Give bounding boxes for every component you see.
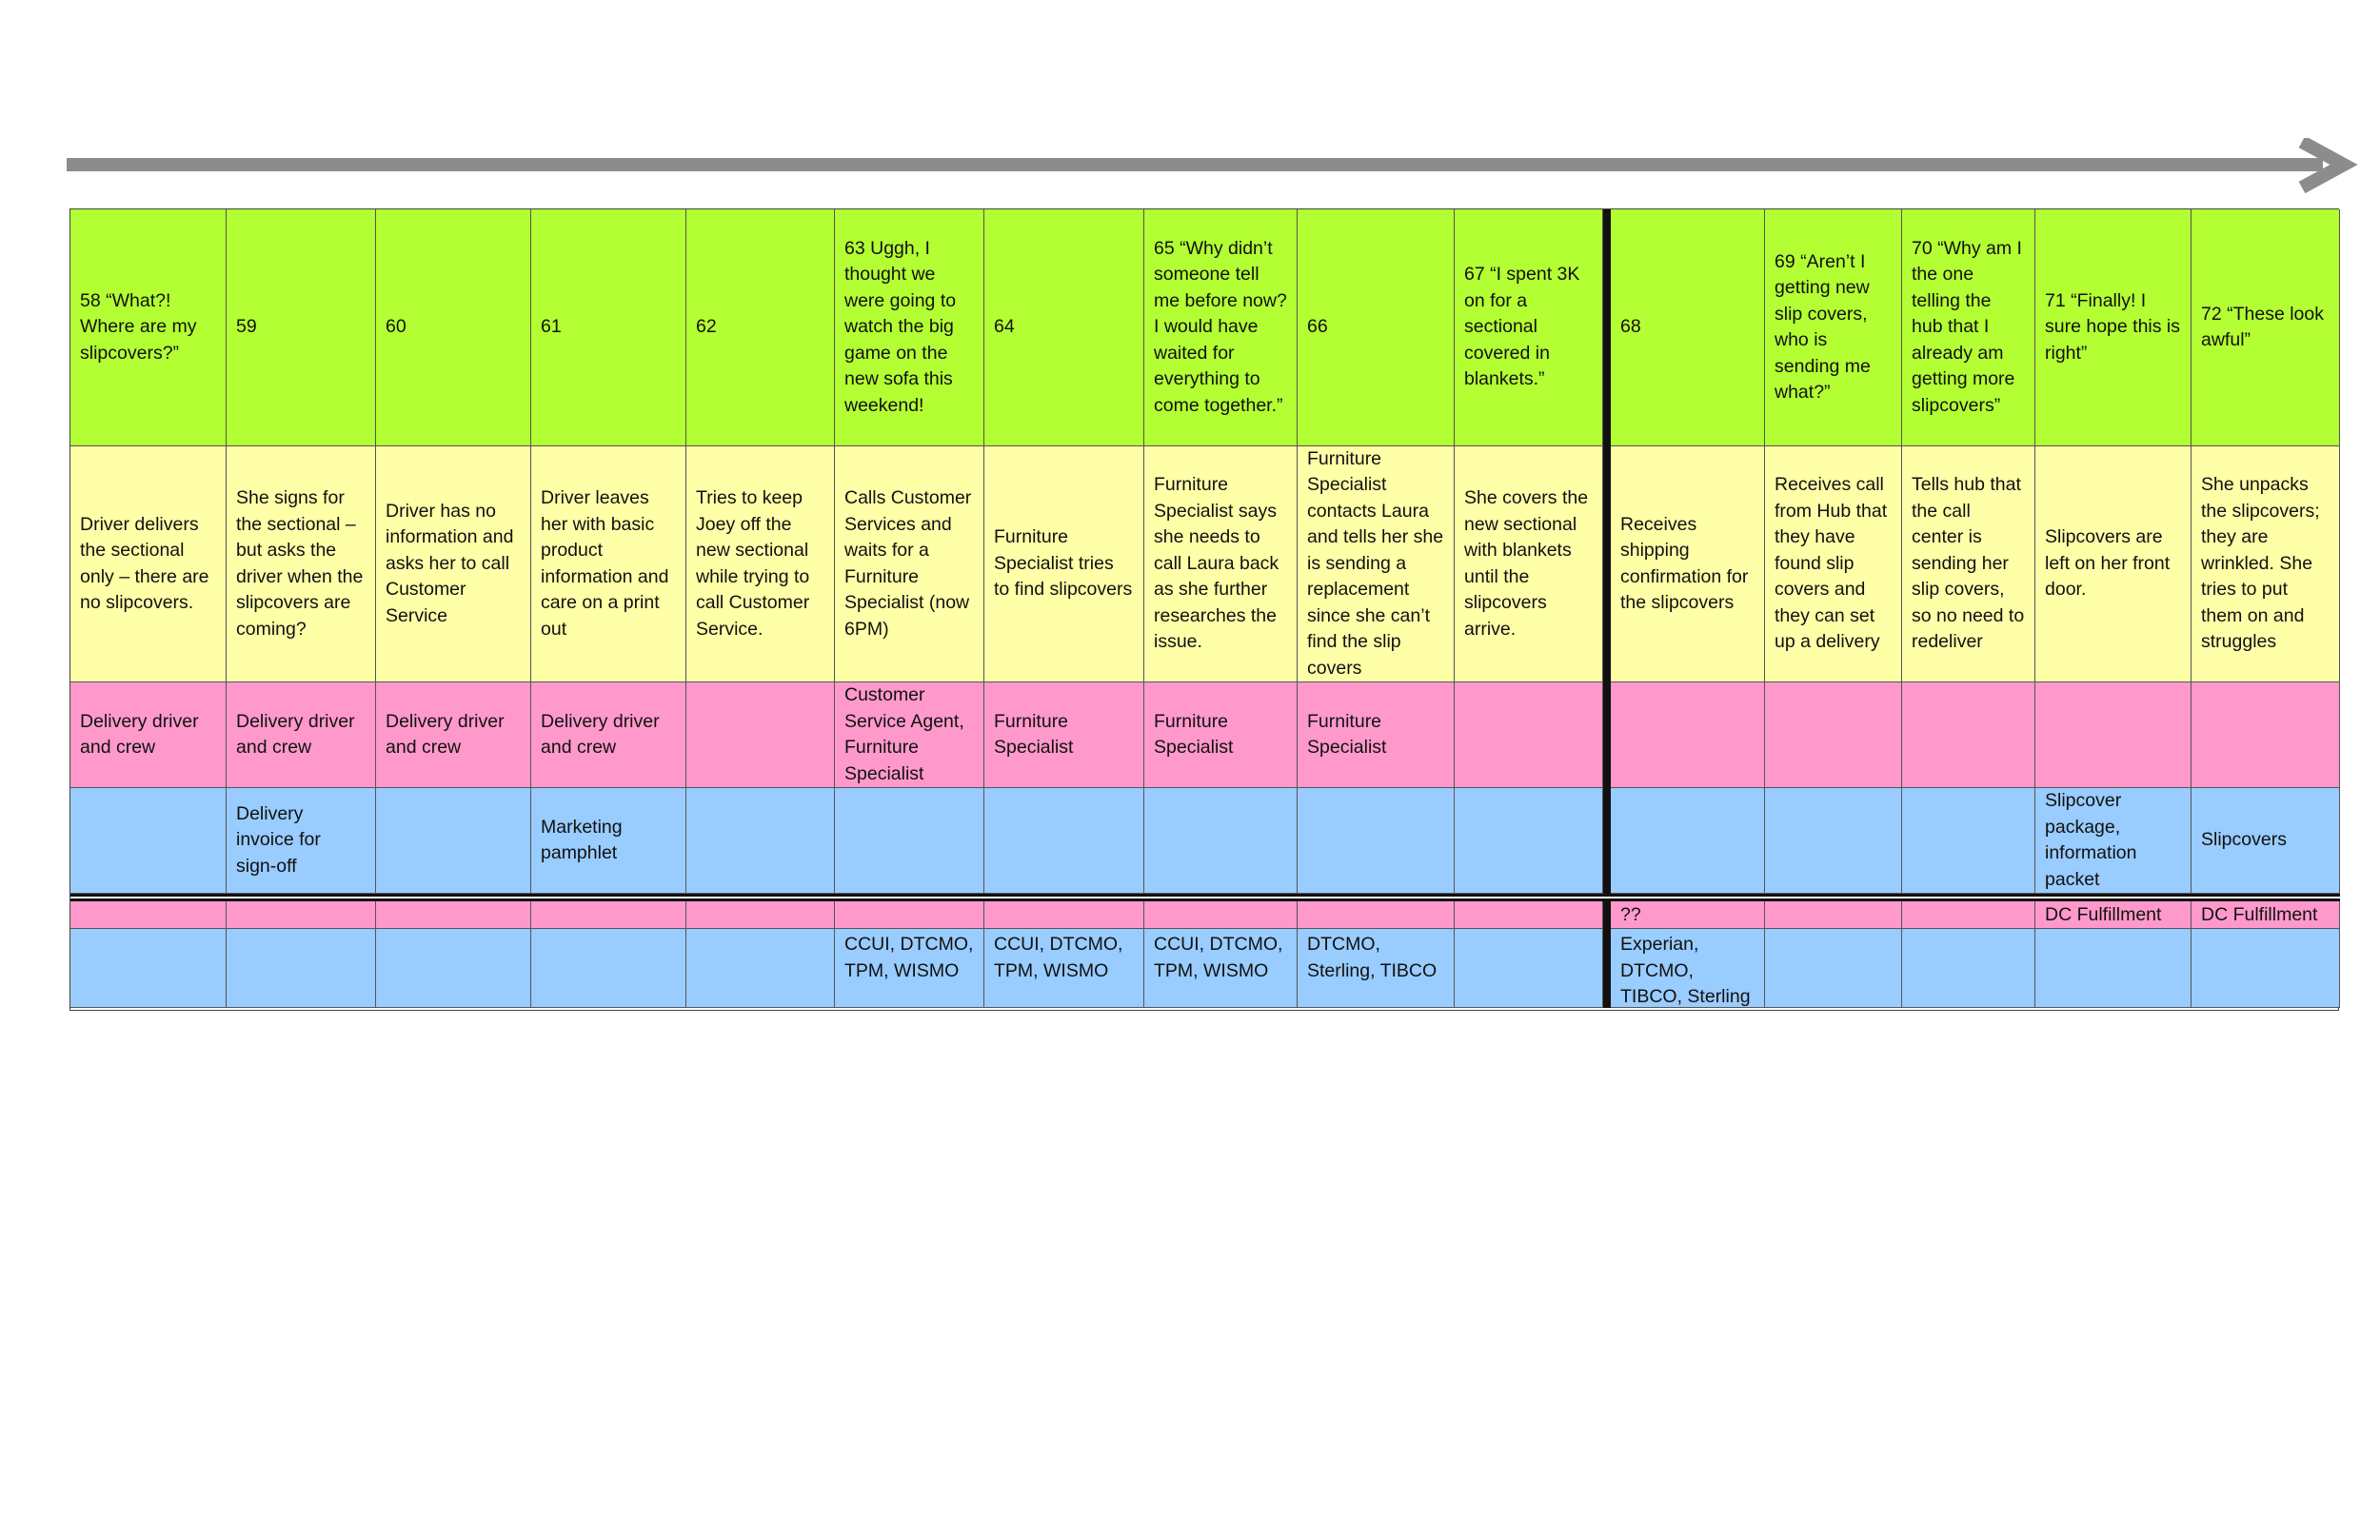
action-cell bbox=[531, 446, 686, 682]
people-text: Customer Service Agent, Furniture Specialist bbox=[844, 684, 964, 784]
emotion-text: 61 bbox=[541, 316, 562, 338]
backstage-people-cell bbox=[835, 901, 984, 929]
emotion-text: 63 Uggh, I thought we were going to watch the big game on the new sofa this weekend! bbox=[844, 237, 957, 416]
backstage-people-cell bbox=[984, 901, 1144, 929]
emotion-text: 64 bbox=[994, 316, 1015, 338]
phase-divider bbox=[1603, 682, 1611, 788]
people-cell bbox=[686, 682, 835, 788]
action-text: Receives shipping confirmation for the slipcovers bbox=[1620, 513, 1749, 613]
action-text: Calls Customer Services and waits for a Furniture Specialist (now 6PM) bbox=[844, 487, 972, 640]
systems-cell bbox=[376, 929, 531, 1008]
backstage-people-cell bbox=[1455, 901, 1603, 929]
backstage-people-cell bbox=[70, 901, 227, 929]
systems-cell bbox=[984, 929, 1144, 1008]
emotion-text: 67 “I spent 3K on for a sectional covered in blankets.” bbox=[1464, 264, 1580, 390]
systems-cell bbox=[1144, 929, 1298, 1008]
emotion-cell bbox=[1298, 209, 1455, 446]
action-cell bbox=[1902, 446, 2035, 682]
people-text: Furniture Specialist bbox=[1154, 710, 1234, 758]
action-cell bbox=[1144, 446, 1298, 682]
emotion-cell bbox=[1455, 209, 1603, 446]
objects-cell bbox=[1144, 788, 1298, 894]
action-cell bbox=[376, 446, 531, 682]
systems-cell bbox=[2035, 929, 2192, 1008]
systems-text: CCUI, DTCMO, TPM, WISMO bbox=[994, 934, 1123, 981]
emotion-cell bbox=[2192, 209, 2340, 446]
objects-cell bbox=[686, 788, 835, 894]
people-text: Delivery driver and crew bbox=[541, 710, 660, 758]
action-cell bbox=[2035, 446, 2192, 682]
action-text: Furniture Specialist says she needs to call Laura back as she further researches the issue. bbox=[1154, 474, 1279, 653]
emotion-cell bbox=[376, 209, 531, 446]
backstage-people-cell bbox=[686, 901, 835, 929]
action-text: Driver delivers the sectional only – there are no slipcovers. bbox=[80, 513, 209, 613]
emotion-cell bbox=[1765, 209, 1902, 446]
timeline-arrow-icon bbox=[67, 138, 2361, 195]
emotion-text: 68 bbox=[1620, 316, 1641, 338]
backstage-people-cell bbox=[1765, 901, 1902, 929]
people-text: Furniture Specialist bbox=[994, 710, 1074, 758]
people-cell bbox=[835, 682, 984, 788]
action-cell bbox=[70, 446, 227, 682]
objects-text: Delivery invoice for sign-off bbox=[236, 802, 321, 877]
journey-map-grid bbox=[69, 208, 2339, 1011]
objects-cell bbox=[2035, 788, 2192, 894]
objects-text: Slipcovers bbox=[2201, 829, 2287, 851]
backstage-people-cell bbox=[227, 901, 376, 929]
objects-cell bbox=[1455, 788, 1603, 894]
phase-divider bbox=[1603, 209, 1611, 446]
systems-cell bbox=[1611, 929, 1765, 1008]
action-cell bbox=[835, 446, 984, 682]
people-text: Furniture Specialist bbox=[1307, 710, 1387, 758]
systems-cell bbox=[1298, 929, 1455, 1008]
action-text: She covers the new sectional with blankets until the slipcovers arrive. bbox=[1464, 487, 1589, 640]
people-text: Delivery driver and crew bbox=[236, 710, 355, 758]
action-text: Driver leaves her with basic product information and care on a print out bbox=[541, 487, 669, 640]
objects-cell bbox=[835, 788, 984, 894]
people-cell bbox=[376, 682, 531, 788]
people-cell bbox=[1144, 682, 1298, 788]
action-cell bbox=[686, 446, 835, 682]
emotion-text: 70 “Why am I the one telling the hub that I already am getting more slipcovers” bbox=[1912, 237, 2022, 416]
emotion-text: 66 bbox=[1307, 316, 1328, 338]
systems-cell bbox=[70, 929, 227, 1008]
phase-divider bbox=[1603, 788, 1611, 894]
systems-text: CCUI, DTCMO, TPM, WISMO bbox=[1154, 934, 1283, 981]
objects-cell bbox=[227, 788, 376, 894]
people-cell bbox=[2035, 682, 2192, 788]
action-text: Furniture Specialist tries to find slipcovers bbox=[994, 526, 1133, 601]
systems-cell bbox=[531, 929, 686, 1008]
backstage-people-text: DC Fulfillment bbox=[2201, 904, 2318, 925]
backstage-people-cell bbox=[1611, 901, 1765, 929]
action-text: She unpacks the slipcovers; they are wrinkled. She tries to put them on and struggles bbox=[2201, 474, 2320, 653]
people-cell bbox=[531, 682, 686, 788]
action-cell bbox=[984, 446, 1144, 682]
action-cell bbox=[227, 446, 376, 682]
action-text: Driver has no information and asks her to call Customer Service bbox=[386, 500, 514, 626]
emotion-text: 72 “These look awful” bbox=[2201, 303, 2324, 350]
systems-cell bbox=[1455, 929, 1603, 1008]
backstage-people-cell bbox=[376, 901, 531, 929]
objects-cell bbox=[1765, 788, 1902, 894]
objects-cell bbox=[2192, 788, 2340, 894]
action-text: Furniture Specialist contacts Laura and tells her she is sending a replacement since she can’t find the slip covers bbox=[1307, 447, 1444, 679]
emotion-cell bbox=[227, 209, 376, 446]
backstage-people-cell bbox=[1298, 901, 1455, 929]
emotion-text: 65 “Why didn’t someone tell me before now? I would have waited for everything to come together.” bbox=[1154, 237, 1287, 416]
emotion-text: 69 “Aren’t I getting new slip covers, who is sending me what?” bbox=[1775, 250, 1871, 403]
emotion-cell bbox=[1144, 209, 1298, 446]
action-text: Tries to keep Joey off the new sectional while trying to call Customer Service. bbox=[696, 487, 810, 640]
emotion-text: 60 bbox=[386, 316, 407, 338]
emotion-text: 58 “What?! Where are my slipcovers?” bbox=[80, 289, 197, 364]
objects-text: Marketing pamphlet bbox=[541, 816, 623, 863]
systems-cell bbox=[835, 929, 984, 1008]
action-cell bbox=[1455, 446, 1603, 682]
people-cell bbox=[1611, 682, 1765, 788]
objects-cell bbox=[1298, 788, 1455, 894]
backstage-people-cell bbox=[2192, 901, 2340, 929]
systems-cell bbox=[227, 929, 376, 1008]
action-cell bbox=[1765, 446, 1902, 682]
emotion-cell bbox=[1611, 209, 1765, 446]
people-cell bbox=[1298, 682, 1455, 788]
action-text: Tells hub that the call center is sending her slip covers, so no need to redeliver bbox=[1912, 474, 2025, 653]
objects-cell bbox=[376, 788, 531, 894]
phase-divider bbox=[1603, 901, 1611, 929]
objects-cell bbox=[1902, 788, 2035, 894]
emotion-cell bbox=[686, 209, 835, 446]
emotion-cell bbox=[1902, 209, 2035, 446]
systems-cell bbox=[2192, 929, 2340, 1008]
people-cell bbox=[984, 682, 1144, 788]
emotion-cell bbox=[2035, 209, 2192, 446]
people-cell bbox=[1902, 682, 2035, 788]
systems-text: DTCMO, Sterling, TIBCO bbox=[1307, 934, 1438, 981]
action-text: Slipcovers are left on her front door. bbox=[2045, 526, 2171, 601]
objects-cell bbox=[70, 788, 227, 894]
backstage-people-text: DC Fulfillment bbox=[2045, 904, 2162, 925]
people-text: Delivery driver and crew bbox=[80, 710, 199, 758]
systems-text: CCUI, DTCMO, TPM, WISMO bbox=[844, 934, 974, 981]
systems-cell bbox=[686, 929, 835, 1008]
emotion-cell bbox=[835, 209, 984, 446]
action-cell bbox=[1611, 446, 1765, 682]
phase-divider bbox=[1603, 446, 1611, 682]
people-cell bbox=[2192, 682, 2340, 788]
systems-cell bbox=[1765, 929, 1902, 1008]
systems-cell bbox=[1902, 929, 2035, 1008]
action-cell bbox=[1298, 446, 1455, 682]
objects-cell bbox=[1611, 788, 1765, 894]
backstage-people-cell bbox=[531, 901, 686, 929]
systems-text: Experian, DTCMO, TIBCO, Sterling bbox=[1620, 934, 1751, 1007]
objects-cell bbox=[531, 788, 686, 894]
emotion-text: 71 “Finally! I sure hope this is right” bbox=[2045, 289, 2180, 364]
backstage-people-cell bbox=[1902, 901, 2035, 929]
backstage-people-cell bbox=[1144, 901, 1298, 929]
objects-text: Slipcover package, information packet bbox=[2045, 790, 2137, 890]
people-cell bbox=[1455, 682, 1603, 788]
emotion-text: 59 bbox=[236, 316, 257, 338]
backstage-people-cell bbox=[2035, 901, 2192, 929]
emotion-cell bbox=[531, 209, 686, 446]
people-text: Delivery driver and crew bbox=[386, 710, 505, 758]
line-of-visibility bbox=[70, 894, 2340, 901]
people-cell bbox=[227, 682, 376, 788]
people-cell bbox=[1765, 682, 1902, 788]
emotion-cell bbox=[70, 209, 227, 446]
backstage-people-text: ?? bbox=[1620, 904, 1641, 925]
phase-divider bbox=[1603, 929, 1611, 1008]
action-text: Receives call from Hub that they have found slip covers and they can set up a delivery bbox=[1775, 474, 1888, 653]
people-cell bbox=[70, 682, 227, 788]
emotion-text: 62 bbox=[696, 316, 717, 338]
objects-cell bbox=[984, 788, 1144, 894]
action-text: She signs for the sectional – but asks the driver when the slipcovers are coming? bbox=[236, 487, 364, 640]
action-cell bbox=[2192, 446, 2340, 682]
emotion-cell bbox=[984, 209, 1144, 446]
